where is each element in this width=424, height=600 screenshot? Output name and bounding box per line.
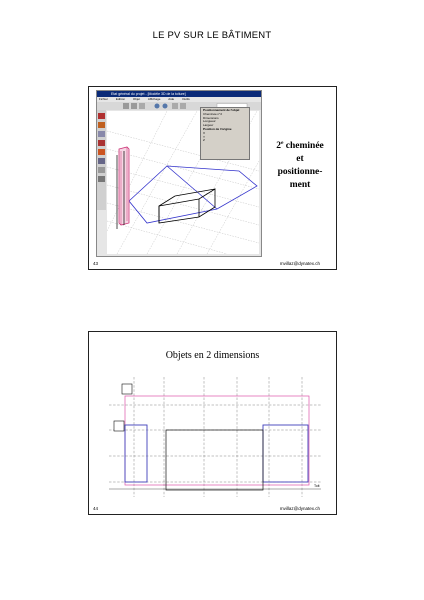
slide-44: [88, 331, 337, 515]
slide-title: Objets en 2 dimensions: [165, 350, 260, 361]
origin-heading: Position de l'origine: [203, 126, 232, 131]
menu-item: Outils: [182, 97, 190, 101]
menu-item: Affichage: [147, 97, 161, 101]
2d-objects-diagram: [89, 332, 336, 514]
caption-line-4: ment: [289, 180, 311, 191]
caption-line-2: et: [296, 154, 304, 165]
menu-item: Aide: [168, 97, 175, 101]
software-screenshot: [96, 90, 262, 257]
length-field[interactable]: Longueur: [203, 119, 216, 124]
axis-label: Toit: [314, 484, 320, 488]
dimensions-heading: Dimensions: [203, 115, 219, 120]
y-field[interactable]: Y: [203, 134, 206, 139]
slide-number: 43: [93, 261, 99, 266]
menu-item: Edition: [115, 97, 126, 101]
slide-email: mvillaz@dynatex.ch: [279, 506, 320, 511]
menu-item: Fichier: [99, 97, 109, 101]
caption-word: cheminée: [285, 141, 324, 152]
tool-icons: [97, 110, 106, 210]
caption-line-3: positionne-: [277, 167, 323, 178]
panel-title: Positionnement de l'objet: [203, 108, 240, 112]
width-field[interactable]: Largeur: [203, 123, 214, 128]
x-field[interactable]: X: [203, 130, 206, 135]
slide-email: mvillaz@dynatex.ch: [279, 261, 320, 266]
z-field[interactable]: Z: [203, 138, 205, 143]
tool-sidebar: [97, 110, 106, 210]
page-header: LE PV SUR LE BÂTIMENT: [152, 30, 272, 41]
object-name: Cheminée n°2: [203, 111, 223, 116]
slide-caption: [267, 137, 333, 192]
slide-number: 44: [93, 506, 99, 511]
menu-item: Objet: [132, 97, 141, 101]
window-title: Etat général du projet - [Modèle 3D de la toiture]: [97, 91, 261, 97]
caption-superscript: e: [280, 140, 284, 146]
caption-number: 2: [276, 141, 281, 152]
object-position-panel: [200, 107, 250, 160]
slide-43: [88, 86, 337, 270]
